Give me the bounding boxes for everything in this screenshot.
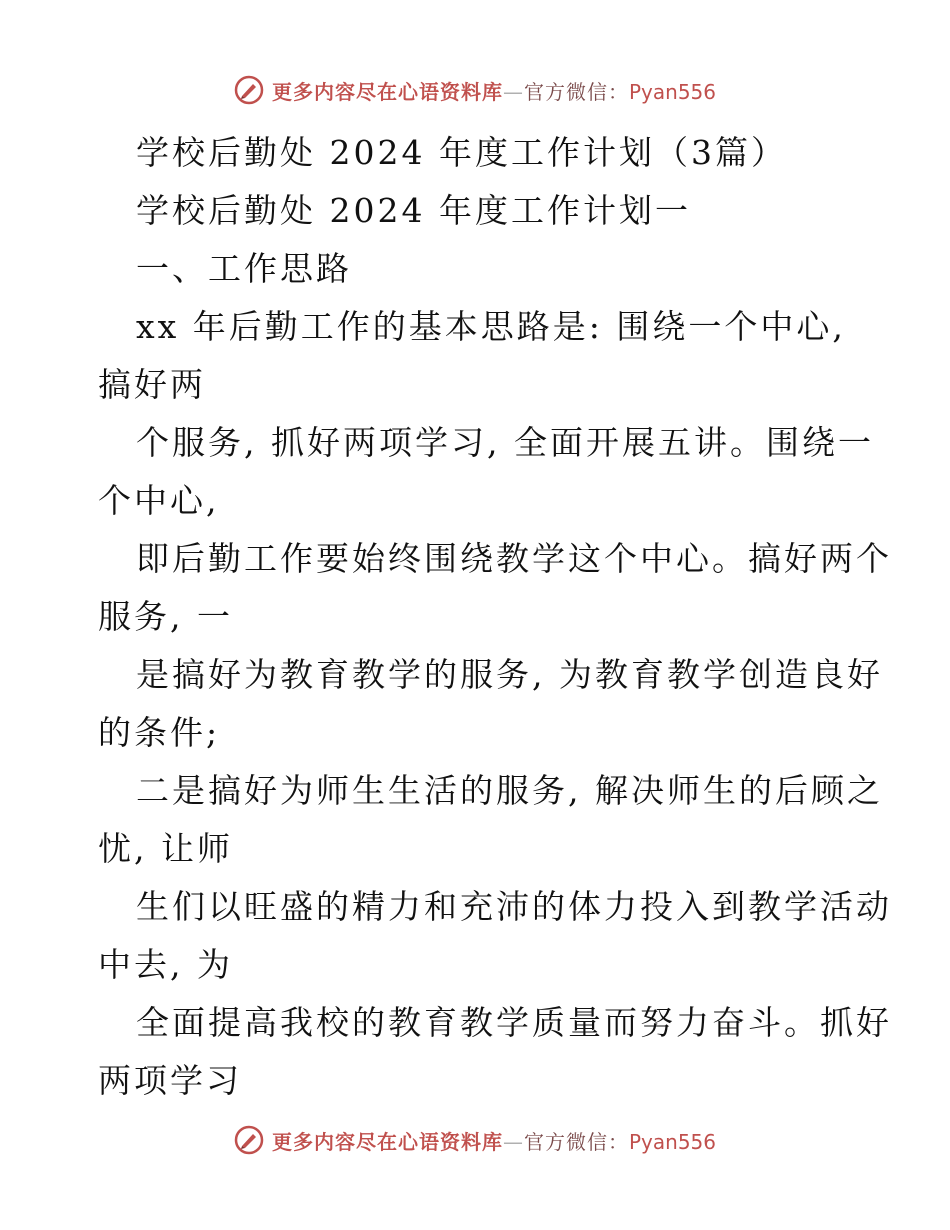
paragraph-line: 个中心,: [98, 481, 220, 520]
banner-slogan: 更多内容尽在心语资料库: [271, 1129, 503, 1154]
paragraph-line: 即后勤工作要始终围绕教学这个中心。搞好两个: [136, 539, 892, 578]
paragraph-line: 是搞好为教育教学的服务, 为教育教学创造良好: [136, 655, 883, 694]
banner-wechat-id: Pyan556: [628, 1129, 716, 1154]
paragraph-line: 服务, 一: [98, 597, 233, 636]
banner-slogan: 更多内容尽在心语资料库: [271, 79, 503, 104]
paragraph-line: 搞好两: [98, 365, 206, 404]
header-banner: [0, 70, 950, 110]
paragraph-line: 中去, 为: [98, 945, 233, 984]
pen-logo-icon: [234, 1125, 264, 1155]
paragraph-line: 全面提高我校的教育教学质量而努力奋斗。抓好: [136, 1003, 892, 1042]
banner-wechat-label: 官方微信：: [523, 1129, 629, 1154]
paragraph-line: xx 年后勤工作的基本思路是: 围绕一个中心,: [136, 307, 846, 346]
footer-banner: [0, 1120, 950, 1160]
paragraph-line: 的条件;: [98, 713, 221, 752]
paragraph-line: 生们以旺盛的精力和充沛的体力投入到教学活动: [136, 887, 892, 926]
footer-banner-text: [272, 1126, 716, 1155]
banner-wechat-id: Pyan556: [628, 79, 716, 104]
doc-title: 学校后勤处 2024 年度工作计划（3篇）: [136, 133, 787, 172]
document-body: [98, 124, 892, 1110]
banner-wechat-label: 官方微信：: [523, 79, 629, 104]
section-heading: 一、工作思路: [136, 249, 352, 288]
paragraph-line: 忧, 让师: [98, 829, 233, 868]
paragraph-line: 个服务, 抓好两项学习, 全面开展五讲。围绕一: [136, 423, 874, 462]
doc-subtitle: 学校后勤处 2024 年度工作计划一: [136, 191, 691, 230]
pen-logo-icon: [234, 75, 264, 105]
paragraph-line: 二是搞好为师生生活的服务, 解决师生的后顾之: [136, 771, 883, 810]
paragraph-line: 两项学习: [98, 1061, 242, 1100]
header-banner-text: [272, 76, 716, 105]
banner-dash: —: [502, 79, 524, 104]
banner-dash: —: [502, 1129, 524, 1154]
